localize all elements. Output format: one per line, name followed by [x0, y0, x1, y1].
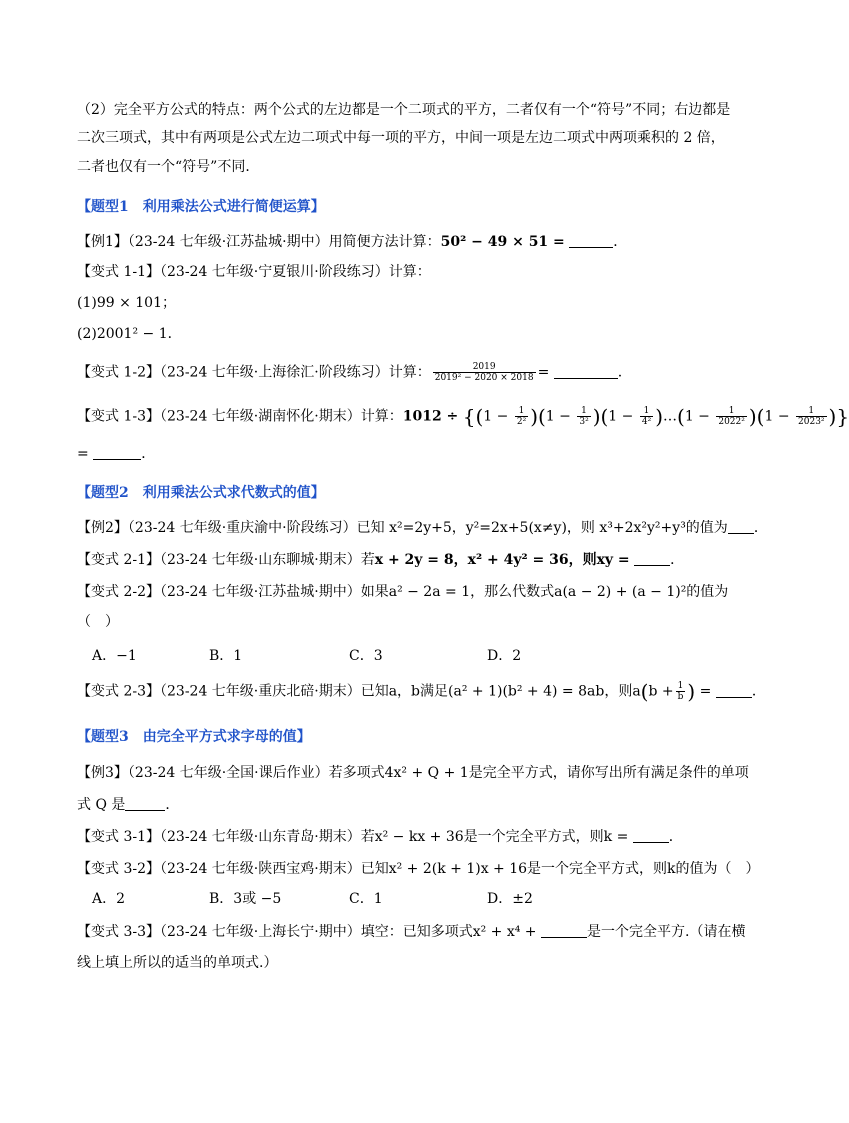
answer-blank[interactable]: [633, 828, 669, 843]
variant-3-3: 【变式 3-3】（23-24 七年级·上海长宁·期中）填空：已知多项式x² + x⁴ + 是一个完全平方.（请在横: [77, 924, 746, 940]
variant-tag: 【变式 2-3】: [77, 683, 160, 700]
section-heading-2: 【题型2 利用乘法公式求代数式的值】: [77, 485, 325, 501]
answer-blank[interactable]: [728, 519, 754, 534]
variant-tag: 【变式 3-2】: [77, 861, 160, 877]
variant-tag: 【变式 3-1】: [77, 829, 160, 845]
variant-tag: 【变式 1-1】: [77, 264, 160, 280]
answer-blank[interactable]: [554, 364, 618, 379]
option-c[interactable]: C．1: [349, 891, 383, 907]
variant-source: （23-24 七年级·湖南怀化·期末）计算：: [160, 408, 403, 425]
math-expression: 50² − 49 × 51 =: [440, 234, 565, 250]
option-a[interactable]: A．2: [92, 891, 126, 907]
variant-1-1: [77, 262, 431, 282]
variant-tag: 【变式 2-2】: [77, 584, 160, 600]
variant-1-2: 【变式 1-2】（23-24 七年级·上海徐汇·阶段练习）计算： $\frac{2019}{\text{2019² − 2020 × 2018}}$ = .: [77, 362, 623, 383]
variant-1-3-answer-line: = ．: [77, 446, 156, 462]
variant-source: （23-24 七年级·江苏盐城·期中）如果: [160, 584, 389, 600]
example-source: （23-24 七年级·重庆渝中·阶段练习）已知 x²=2y+5，y²=2x+5(x≠y)，则 x³+2x²y²+y³的值为: [127, 520, 728, 536]
variant-source: （23-24 七年级·宁夏银川·阶段练习）计算：: [160, 264, 431, 280]
variant-source: （23-24 七年级·上海长宁·期中）填空：已知多项式x² + x⁴ +: [160, 924, 537, 940]
example-1: 【例1】（23-24 七年级·江苏盐城·期中）用简便方法计算：50² − 49 × 51 = ．: [77, 234, 628, 250]
example-source: （23-24 七年级·江苏盐城·期中）用简便方法计算：: [127, 234, 441, 250]
variant-1-1-part-1: (1)99 × 101；: [77, 295, 176, 311]
variant-3-1: 【变式 3-1】（23-24 七年级·山东青岛·期末）若x² − kx + 36是一个完全平方式，则k = ．: [77, 829, 683, 845]
option-d[interactable]: D．2: [487, 648, 522, 664]
answer-blank[interactable]: [93, 445, 141, 460]
example-3: [77, 763, 749, 783]
variant-tag: 【变式 3-3】: [77, 924, 160, 940]
variant-2-1: 【变式 2-1】（23-24 七年级·山东聊城·期末）若x + 2y = 8，x² + 4y² = 36，则xy = ．: [77, 552, 685, 568]
variant-1-1-part-2: (2)2001² − 1．: [77, 326, 182, 342]
variant-tag: 【变式 1-3】: [77, 408, 160, 425]
variant-3-2-options: [92, 889, 533, 909]
option-a[interactable]: A．−1: [92, 648, 137, 664]
variant-3-2: [77, 859, 760, 879]
example-tag: 【例1】: [77, 234, 128, 250]
variant-3-3-line-2: 线上填上所以的适当的单项式.）: [77, 955, 278, 971]
option-d[interactable]: D．±2: [487, 891, 533, 907]
option-c[interactable]: C．3: [349, 648, 383, 664]
variant-source: （23-24 七年级·重庆北碚·期末）已知a，b满足(a² + 1)(b² + 4) = 8ab，则a: [160, 683, 641, 700]
section-heading-1: 【题型1 利用乘法公式进行简便运算】: [77, 199, 325, 215]
fraction: $\frac{2019}{\text{2019² − 2020 × 2018}}$: [434, 362, 534, 383]
example-source: （23-24 七年级·全国·课后作业）若多项式4x² + Q + 1是完全平方式，请你写出所有满足条件的单项: [127, 765, 749, 781]
variant-2-2-options: [92, 646, 521, 666]
answer-blank[interactable]: [541, 923, 587, 938]
variant-source: （23-24 七年级·陕西宝鸡·期末）已知x² + 2(k + 1)x + 16是一个完全平方式，则k的值为（ ）: [160, 861, 760, 877]
answer-blank[interactable]: [569, 233, 613, 248]
answer-blank[interactable]: [634, 551, 670, 566]
example-2: 【例2】（23-24 七年级·重庆渝中·阶段练习）已知 x²=2y+5，y²=2x+5(x≠y)，则 x³+2x²y²+y³的值为 ．: [77, 520, 768, 536]
variant-2-2-paren: （ ）: [77, 614, 119, 630]
variant-tag: 【变式 2-1】: [77, 552, 160, 568]
variant-source: （23-24 七年级·山东青岛·期末）若x² − kx + 36是一个完全平方式，则k =: [160, 829, 629, 845]
example-tag: 【例2】: [77, 520, 128, 536]
answer-blank[interactable]: [716, 683, 752, 698]
intro-line-1: （2）完全平方公式的特点：两个公式的左边都是一个二项式的平方，二者仅有一个“符号”不同；右边都是: [77, 102, 731, 118]
math-expression: x + 2y = 8，x² + 4y² = 36，则xy =: [374, 552, 630, 568]
math-lead: 1012 ÷: [402, 408, 459, 425]
variant-source: （23-24 七年级·上海徐汇·阶段练习）计算：: [160, 364, 431, 381]
math-expression: a² − 2a = 1，那么代数式a(a − 2) + (a − 1)²的值为: [388, 584, 729, 600]
example-tag: 【例3】: [77, 765, 128, 781]
option-b[interactable]: B．1: [209, 648, 243, 664]
intro-line-2: 二次三项式，其中有两项是公式左边二项式中每一项的平方，中间一项是左边二项式中两项乘积的 2 倍，: [77, 130, 725, 146]
variant-tag: 【变式 1-2】: [77, 364, 160, 381]
example-3-line-2: 式 Q 是 ．: [77, 797, 180, 813]
section-heading-3: 【题型3 由完全平方式求字母的值】: [77, 729, 311, 745]
variant-source: （23-24 七年级·山东聊城·期末）若: [160, 552, 375, 568]
variant-1-3: 【变式 1-3】（23-24 七年级·湖南怀化·期末）计算：1012 ÷ {(1 − $\frac{1}{\text{2²}}$ )(1 − $\frac{1}{\text{3²}}$ )(1 − $\frac{1}{\text{4²}}$ )…(1 − $\frac{1}{\text{2022²}}$ )(1 − $\frac{1}{\text{2023²}}$ )}: [77, 404, 849, 429]
answer-blank[interactable]: [125, 796, 165, 811]
variant-2-2: [77, 582, 728, 602]
option-b[interactable]: B．3或 −5: [209, 891, 282, 907]
intro-line-3: 二者也仅有一个“符号”不同．: [77, 159, 260, 175]
variant-2-3: 【变式 2-3】（23-24 七年级·重庆北碚·期末）已知a，b满足(a² + 1)(b² + 4) = 8ab，则a(b + $\frac{1}{b}$ ) = ．: [77, 679, 766, 704]
